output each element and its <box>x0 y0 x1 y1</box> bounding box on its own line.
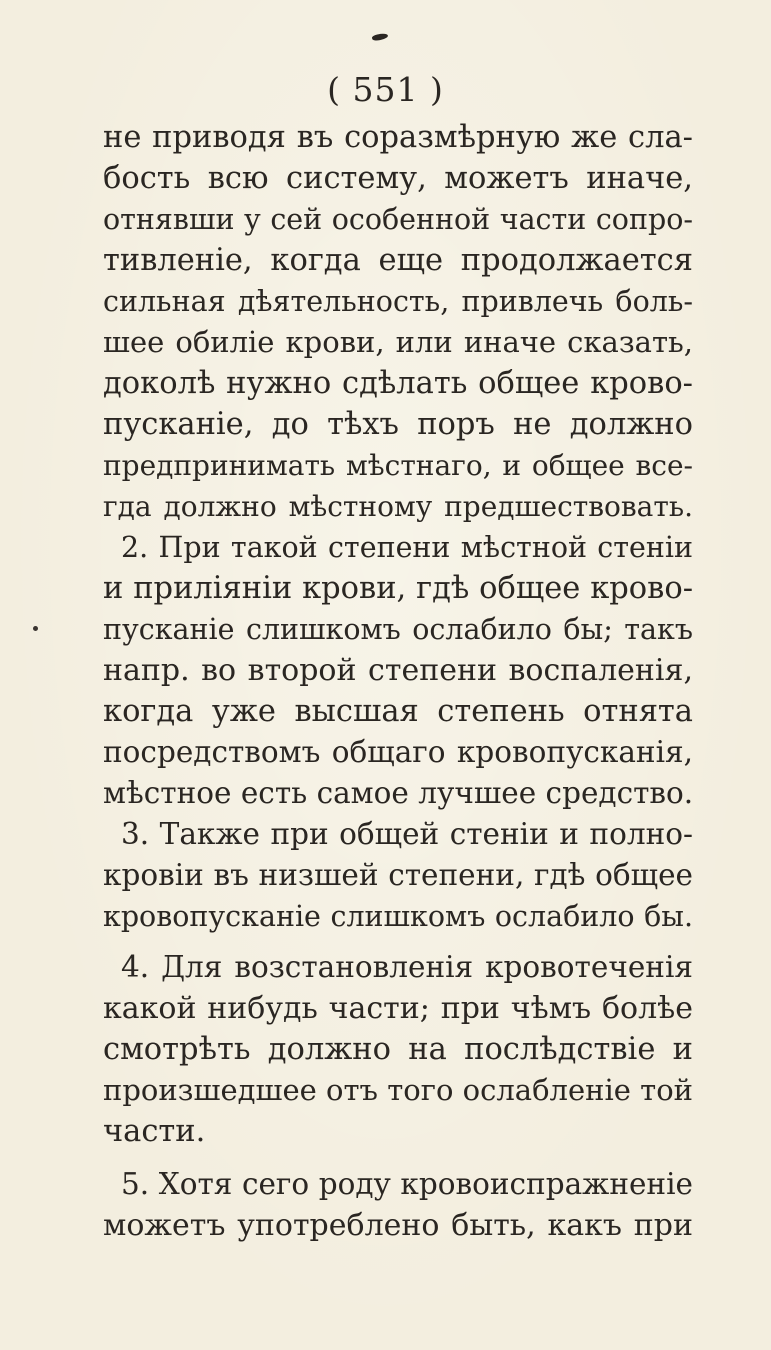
text-line: мѣстное есть самое лучшее средство. <box>103 776 694 810</box>
text-line: сильная дѣятельность, привлечь боль- <box>103 285 693 318</box>
text-line: можетъ употреблено быть, какъ при <box>103 1208 693 1243</box>
text-line: 5. Хотя сего роду кровоиспражненіе <box>121 1167 693 1201</box>
ink-speck <box>372 32 389 41</box>
text-line: шее обиліе крови, или иначе сказать, <box>103 325 693 359</box>
text-line: 2. При такой степени мѣстной стеніи <box>121 531 693 564</box>
text-line: 4. Для возстановленія кровотеченія <box>121 950 693 984</box>
text-line: произшедшее отъ того ослабленіе той <box>103 1073 693 1107</box>
text-line: отнявши у сей особенной части сопро- <box>103 203 693 236</box>
text-line: смотрѣть должно на послѣдствіе и <box>103 1032 693 1067</box>
text-line: гда должно мѣстному предшествовать. <box>103 490 693 523</box>
text-line: и приліяніи крови, гдѣ общее крово- <box>103 571 693 606</box>
text-line: кровіи въ низшей степени, гдѣ общее <box>103 858 693 892</box>
text-line: части. <box>103 1114 206 1149</box>
text-line: тивленіе, когда еще продолжается <box>103 243 693 278</box>
body-text <box>103 117 693 1246</box>
text-line: предпринимать мѣстнаго, и общее все- <box>103 449 693 482</box>
margin-dot <box>33 626 38 631</box>
text-line: бость всю систему, можетъ иначе, <box>103 161 693 196</box>
text-line: когда уже высшая степень отнята <box>103 694 693 729</box>
text-line: пусканіе слишкомъ ослабило бы; такъ <box>103 613 693 646</box>
text-line: напр. во второй степени воспаленія, <box>103 653 693 688</box>
text-line: доколѣ нужно сдѣлать общее крово- <box>103 366 693 401</box>
text-line: кровопусканіе слишкомъ ослабило бы. <box>103 900 693 933</box>
text-line: какой нибудь части; при чѣмъ болѣе <box>103 991 693 1026</box>
text-line: не приводя въ соразмѣрную же сла- <box>103 120 693 155</box>
text-line: посредствомъ общаго кровопусканія, <box>103 735 693 769</box>
text-line: пусканіе, до тѣхъ поръ не должно <box>103 407 693 442</box>
text-line: 3. Также при общей стеніи и полно- <box>121 817 693 851</box>
page-number: ( 551 ) <box>327 70 444 109</box>
